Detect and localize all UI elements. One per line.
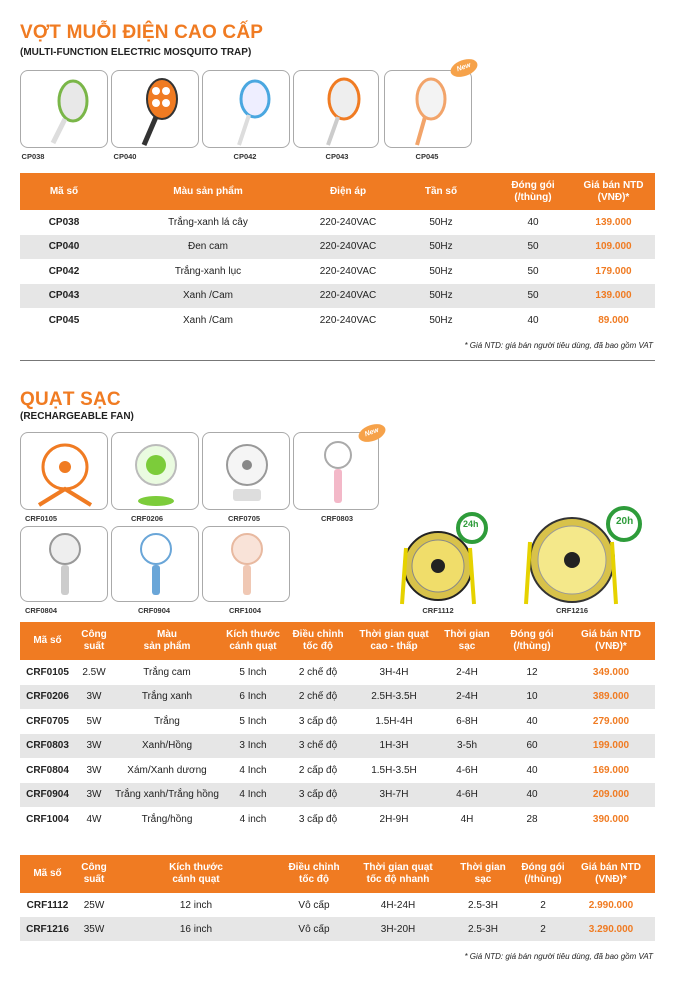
industrial-fan-crf1216-icon (512, 502, 657, 606)
cell: 5 Inch (239, 666, 267, 678)
cell: 220-240VAC (308, 284, 388, 309)
product-label: CRF0904 (137, 606, 171, 615)
cell: 3-5h (437, 734, 497, 759)
table-row (20, 893, 655, 917)
cell-code: CP045 (48, 314, 80, 326)
fan-icon (21, 527, 108, 602)
table-row (20, 660, 655, 685)
col-header: Đóng gói (/thùng) (497, 622, 567, 660)
cell: 1H-3H (351, 734, 437, 759)
cell-price: 2.990.000 (588, 899, 634, 911)
cell: 3H-20H (349, 917, 447, 941)
mosquito-racket-icon (385, 71, 472, 148)
cell-price: 139.000 (572, 284, 655, 309)
cell: 4 Inch (239, 764, 267, 776)
cell: 3W (75, 685, 113, 710)
product-image-crf1004 (202, 526, 290, 602)
cell-price: 139.000 (595, 216, 632, 228)
product-label: CP043 (325, 152, 349, 161)
cell: Trắng xanh/Trắng hồng (113, 783, 221, 808)
new-badge: New (448, 56, 480, 81)
product-image-cp042 (202, 70, 290, 148)
section1-title: VỢT MUỖI ĐIỆN CAO CẤP (20, 22, 264, 43)
cell: 2.5W (82, 666, 106, 678)
col-header: Giá bán NTD (VNĐ)* (567, 622, 655, 660)
cell: 50Hz (388, 235, 494, 260)
table-row (20, 734, 655, 759)
cell: Trắng xanh (113, 685, 221, 710)
cell-code: CRF1112 (26, 899, 69, 911)
cell-code: CRF0804 (26, 764, 69, 776)
cell: 40 (527, 314, 539, 326)
price-note: * Giá NTD: giá bán người tiêu dùng, đã bao gồm VAT (464, 952, 653, 961)
col-header: Mã số (20, 173, 108, 210)
cell-code: CRF0105 (26, 666, 69, 678)
col-header: Kích thước cánh quạt (221, 622, 285, 660)
cell: 4 Inch (221, 783, 285, 808)
cell-code: CRF0206 (20, 685, 75, 710)
cell: 10 (497, 685, 567, 710)
cell-price: 179.000 (595, 265, 632, 277)
cell: Vô cấp (298, 899, 330, 911)
table-row (20, 210, 655, 235)
product-image-crf0803 (293, 432, 379, 510)
table-row (20, 783, 655, 808)
cell: 2 cấp độ (298, 764, 338, 776)
col-header: Đóng gói (/thùng) (519, 855, 567, 893)
cell: 4-6H (437, 783, 497, 808)
table-row (20, 308, 655, 333)
badge-20h: 20h (616, 516, 634, 527)
rechargeable-fan-table (20, 622, 655, 832)
product-image-cp038 (20, 70, 108, 148)
col-header: Màu sản phẩm (108, 173, 308, 210)
section2-title: QUẠT SẠC (20, 389, 121, 410)
cell-price: 169.000 (592, 764, 630, 776)
product-label: CRF0105 (24, 514, 58, 523)
cell: 6 Inch (221, 685, 285, 710)
cell: 12 (526, 666, 538, 678)
cell: 35W (75, 917, 113, 941)
cell: Vô cấp (279, 917, 349, 941)
cell: 3 cấp độ (298, 813, 338, 825)
cell-code: CRF0904 (20, 783, 75, 808)
price-note: * Giá NTD: giá bán người tiêu dùng, đã bao gồm VAT (464, 341, 653, 350)
product-label: CP042 (233, 152, 257, 161)
cell: 220-240VAC (308, 235, 388, 260)
cell: 2-4H (437, 685, 497, 710)
product-image-crf0105 (20, 432, 108, 510)
col-header: Điều chỉnh tốc độ (279, 855, 349, 893)
cell-price: 390.000 (592, 813, 630, 825)
table-row (20, 758, 655, 783)
cell: 3H-4H (379, 666, 409, 678)
col-header: Tần số (388, 173, 494, 210)
cell: Xám/Xanh dương (127, 764, 207, 776)
cell-code: CP040 (20, 235, 108, 260)
col-header: Màu sản phẩm (113, 622, 221, 660)
cell: 3W (86, 764, 102, 776)
cell: Trắng/hồng (141, 813, 193, 825)
product-label: CRF1112 (422, 606, 454, 615)
cell: 220-240VAC (319, 216, 377, 228)
cell: 1.5H-3.5H (371, 764, 417, 776)
cell: 2 (540, 899, 546, 911)
cell-code: CP042 (48, 265, 80, 277)
cell: Trắng-xanh lục (174, 265, 242, 277)
cell: 4 inch (239, 813, 267, 825)
cell-price: 209.000 (567, 783, 655, 808)
col-header: Điều chỉnh tốc độ (285, 622, 351, 660)
mosquito-racket-icon (21, 71, 108, 148)
cell-code: CRF1216 (20, 917, 75, 941)
cell: Trắng-xanh lá cây (168, 216, 248, 228)
cell: 6-8H (456, 715, 478, 727)
cell: Xanh/Hồng (113, 734, 221, 759)
cell: 4-6H (456, 764, 478, 776)
cell: 2 chế độ (285, 685, 351, 710)
cell: 2.5-3H (447, 917, 519, 941)
product-image-cp043 (293, 70, 379, 148)
product-image-cp045 (384, 70, 472, 148)
product-label: CRF0803 (320, 514, 354, 523)
cell: 50 (527, 265, 539, 277)
table-row (20, 284, 655, 309)
cell: 4W (86, 813, 102, 825)
col-header: Công suất (75, 855, 113, 893)
fan-icon (112, 433, 199, 510)
product-image-crf0904 (111, 526, 199, 602)
cell-code: CRF0803 (20, 734, 75, 759)
cell: Trắng cam (143, 666, 191, 678)
mosquito-racket-icon (294, 71, 379, 148)
col-header: Mã số (20, 622, 75, 660)
col-header: Điện áp (308, 173, 388, 210)
cell: 12 inch (179, 899, 213, 911)
cell-code: CP038 (48, 216, 80, 228)
cell: 3 chế độ (285, 734, 351, 759)
fan-icon (112, 527, 199, 602)
table-row (20, 685, 655, 710)
product-label: CRF0804 (24, 606, 58, 615)
cell-price: 199.000 (567, 734, 655, 759)
table-row (20, 917, 655, 941)
cell: 3 cấp độ (285, 783, 351, 808)
col-header: Thời gian sạc (437, 622, 497, 660)
cell: 220-240VAC (319, 265, 377, 277)
cell: 4H-24H (380, 899, 416, 911)
cell: 50 (494, 235, 572, 260)
col-header: Kích thước cánh quạt (113, 855, 279, 893)
cell: 16 inch (113, 917, 279, 941)
cell: 2.5-3H (467, 899, 498, 911)
fan-icon (203, 527, 290, 602)
new-badge: New (356, 421, 388, 446)
fan-icon (294, 433, 379, 510)
cell: 220-240VAC (319, 314, 377, 326)
cell: 40 (497, 783, 567, 808)
cell-price: 389.000 (567, 685, 655, 710)
product-image-crf0804 (20, 526, 108, 602)
cell-price: 279.000 (592, 715, 630, 727)
cell: 60 (497, 734, 567, 759)
col-header: Giá bán NTD (VNĐ)* (572, 173, 655, 210)
product-image-crf0206 (111, 432, 199, 510)
cell-code: CP043 (20, 284, 108, 309)
cell: 2.5H-3.5H (351, 685, 437, 710)
col-header: Mã số (20, 855, 75, 893)
cell: 2 chế độ (298, 666, 338, 678)
col-header: Công suất (75, 622, 113, 660)
table-row (20, 259, 655, 284)
cell: Đen cam (108, 235, 308, 260)
table-row (20, 235, 655, 260)
cell: 3H-7H (351, 783, 437, 808)
cell: 50 (494, 284, 572, 309)
cell: 40 (527, 216, 539, 228)
cell: 28 (526, 813, 538, 825)
badge-24h: 24h (463, 519, 479, 529)
col-header: Thời gian quạt tốc độ nhanh (349, 855, 447, 893)
cell: 3W (75, 783, 113, 808)
product-label: CRF0705 (227, 514, 261, 523)
cell: 50Hz (429, 314, 453, 326)
cell: 50Hz (429, 265, 453, 277)
cell-price: 89.000 (598, 314, 629, 326)
product-label: CP045 (415, 152, 439, 161)
product-image-cp040 (111, 70, 199, 148)
cell: 25W (83, 899, 105, 911)
cell: 3 cấp độ (298, 715, 338, 727)
cell: 40 (526, 764, 538, 776)
section1-subtitle: (MULTI-FUNCTION ELECTRIC MOSQUITO TRAP) (20, 47, 252, 58)
col-header: Đóng gói (/thùng) (494, 173, 572, 210)
cell: 2-4H (456, 666, 478, 678)
cell: 40 (526, 715, 538, 727)
mosquito-racket-icon (203, 71, 290, 148)
cell: 3 Inch (221, 734, 285, 759)
table-row (20, 709, 655, 734)
cell: 5W (86, 715, 102, 727)
product-label: CRF1216 (555, 606, 589, 615)
cell: Trắng (154, 715, 180, 727)
col-header: Thời gian sạc (447, 855, 519, 893)
fan-icon (203, 433, 290, 510)
cell: 50Hz (388, 284, 494, 309)
product-label: CRF0206 (130, 514, 164, 523)
mosquito-trap-table (20, 173, 655, 333)
product-image-crf0705 (202, 432, 290, 510)
cell: 2H-9H (379, 813, 409, 825)
section-divider (20, 360, 655, 361)
cell: 1.5H-4H (375, 715, 413, 727)
cell: 4H (460, 813, 474, 825)
cell: Xanh /Cam (108, 284, 308, 309)
col-header: Giá bán NTD (VNĐ)* (567, 855, 655, 893)
cell-price: 349.000 (592, 666, 630, 678)
cell: 2 (519, 917, 567, 941)
industrial-fan-table (20, 855, 655, 941)
table-row (20, 807, 655, 832)
section2-subtitle: (RECHARGEABLE FAN) (20, 411, 134, 422)
col-header: Thời gian quạt cao - thấp (351, 622, 437, 660)
cell: 50Hz (429, 216, 453, 228)
mosquito-racket-icon (112, 71, 199, 148)
cell-price: 3.290.000 (567, 917, 655, 941)
cell: 3W (75, 734, 113, 759)
cell: 5 Inch (239, 715, 267, 727)
product-label: CRF1004 (228, 606, 262, 615)
fan-icon (21, 433, 108, 510)
product-label: CP040 (113, 152, 137, 161)
cell: Xanh /Cam (182, 314, 234, 326)
cell-code: CRF1004 (26, 813, 69, 825)
product-label: CP038 (21, 152, 45, 161)
cell-price: 109.000 (572, 235, 655, 260)
cell-code: CRF0705 (26, 715, 69, 727)
